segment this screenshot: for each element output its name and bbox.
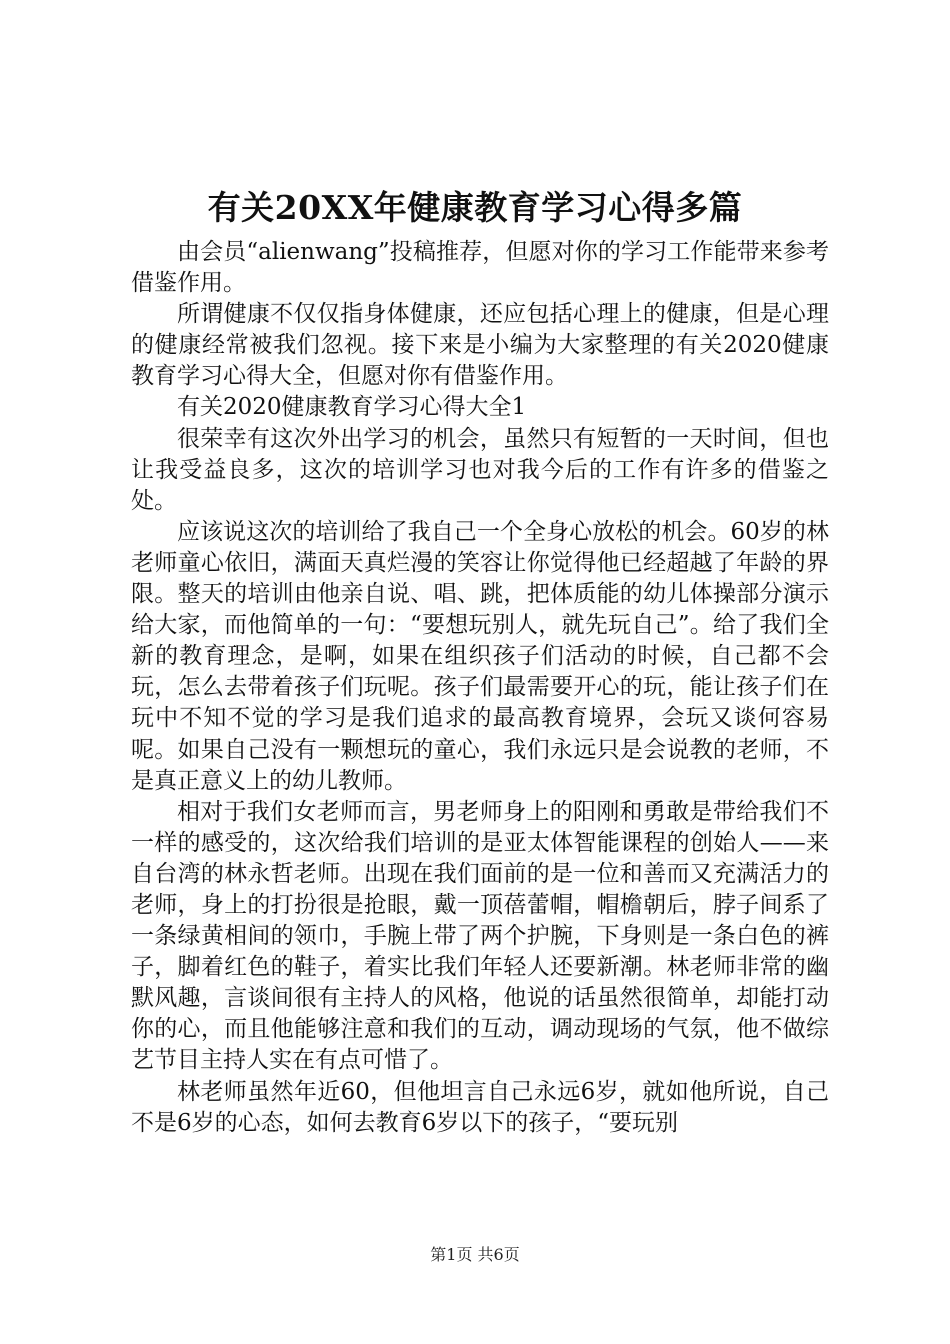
paragraph: 应该说这次的培训给了我自己一个全身心放松的机会。60岁的林老师童心依旧，满面天真烂漫的笑容让你觉得他已经超越了年龄的界限。整天的培训由他亲自说、唱、跳，把体质能的幼儿体操部分演示给大家，而他简单的一句：“要想玩别人，就先玩自己”。给了我们全新的教育理念，是啊，如果在组织孩子们活动的时候，自己都不会玩，怎么去带着孩子们玩呢。孩子们最需要开心的玩，能让孩子们在玩中不知不觉的学习是我们追求的最高教育境界，会玩又谈何容易呢。如果自己没有一颗想玩的童心，我们永远只是会说教的老师，不是真正意义上的幼儿教师。 [131,518,829,794]
document-title: 有关20XX年健康教育学习心得多篇 [207,188,743,227]
paragraph-contributor-note: 由会员“alienwang”投稿推荐，但愿对你的学习工作能带来参考借鉴作用。 [131,239,829,297]
paragraph-introduction: 所谓健康不仅仅指身体健康，还应包括心理上的健康，但是心理的健康经常被我们忽视。接下来是小编为大家整理的有关2020健康教育学习心得大全，但愿对你有借鉴作用。 [131,301,829,390]
paragraph: 相对于我们女老师而言，男老师身上的阳刚和勇敢是带给我们不一样的感受的，这次给我们培训的是亚太体智能课程的创始人——来自台湾的林永哲老师。出现在我们面前的是一位和善而又充满活力的老师，身上的打扮很是抢眼，戴一顶蓓蕾帽，帽檐朝后，脖子间系了一条绿黄相间的领巾，手腕上带了两个护腕，下身则是一条白色的裤子，脚着红色的鞋子，着实比我们年轻人还要新潮。林老师非常的幽默风趣，言谈间很有主持人的风格，他说的话虽然很简单，却能打动你的心，而且他能够注意和我们的互动，调动现场的气氛，他不做综艺节目主持人实在有点可惜了。 [131,798,829,1074]
section-heading: 有关2020健康教育学习心得大全1 [177,394,527,421]
paragraph: 林老师虽然年近60，但他坦言自己永远6岁，就如他所说，自己不是6岁的心态，如何去教育6岁以下的孩子，“要玩别 [131,1078,829,1136]
page-number-footer: 第1页 共6页 [430,1245,520,1264]
paragraph: 很荣幸有这次外出学习的机会，虽然只有短暂的一天时间，但也让我受益良多，这次的培训学习也对我今后的工作有许多的借鉴之处。 [131,425,829,514]
document-body [131,237,829,1139]
